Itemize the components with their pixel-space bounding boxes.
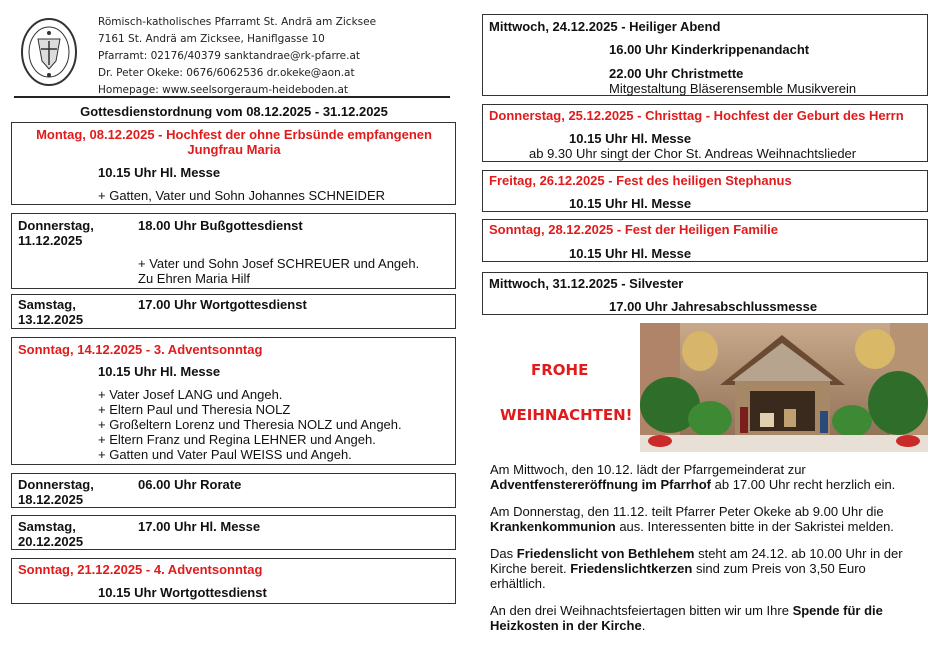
announcement-friedenslicht: Das Friedenslicht von Bethlehem steht am 24.12. ab 10.00 Uhr in der Kirche bereit. Friedenslichtkerzen sind zum Preis von 3,50 Euro erhältlich. bbox=[490, 546, 903, 591]
event-mass: 10.15 Uhr Hl. Messe bbox=[569, 131, 692, 146]
event-title: Sonntag, 21.12.2025 - 4. Adventsonntag bbox=[18, 562, 263, 577]
event-mass: 17.00 Uhr Wortgottesdienst bbox=[138, 297, 307, 312]
event-note: ab 9.30 Uhr singt der Chor St. Andreas Weihnachtslieder bbox=[529, 146, 857, 161]
event-note: Mitgestaltung Bläserensemble Musikverein bbox=[609, 81, 857, 96]
event-mass: 17.00 Uhr Jahresabschlussmesse bbox=[609, 299, 818, 314]
parish-seal-logo bbox=[20, 17, 78, 87]
event-mass: 06.00 Uhr Rorate bbox=[138, 477, 242, 492]
homepage-line: Homepage: www.seelsorgeraum-heideboden.at bbox=[98, 84, 349, 96]
event-thu-2512 bbox=[482, 104, 928, 162]
event-mass: 17.00 Uhr Hl. Messe bbox=[138, 519, 261, 534]
event-title: Montag, 08.12.2025 - Hochfest der ohne Erbsünde empfangenen bbox=[36, 127, 432, 142]
event-mass: 22.00 Uhr Christmette bbox=[609, 66, 744, 81]
event-mass: 16.00 Uhr Kinderkrippenandacht bbox=[609, 42, 810, 57]
intention-item: + Eltern Paul und Theresia NOLZ bbox=[98, 402, 291, 417]
event-title: Donnerstag, 25.12.2025 - Christtag - Hochfest der Geburt des Herrn bbox=[489, 108, 904, 123]
event-title: Sonntag, 14.12.2025 - 3. Adventsonntag bbox=[18, 342, 263, 357]
intention-item: + Vater Josef LANG und Angeh. bbox=[98, 387, 283, 402]
parish-address: 7161 St. Andrä am Zicksee, Haniflgasse 10 bbox=[98, 33, 325, 45]
intention-item: + Gatten und Vater Paul WEISS und Angeh. bbox=[98, 447, 352, 462]
event-mon-0812 bbox=[11, 122, 456, 205]
event-date: 20.12.2025 bbox=[18, 534, 84, 549]
event-date: 11.12.2025 bbox=[18, 233, 83, 248]
event-sun-2812 bbox=[482, 219, 928, 262]
schedule-title: Gottesdienstordnung vom 08.12.2025 - 31.12.2025 bbox=[80, 104, 388, 119]
announcement-spende: An den drei Weihnachtsfeiertagen bitten wir um Ihre Spende für die Heizkosten in der Kirche. bbox=[490, 603, 883, 633]
parish-phone-email: Pfarramt: 02176/40379 sanktandrae@rk-pfarre.at bbox=[98, 50, 361, 62]
event-mass: 10.15 Uhr Hl. Messe bbox=[569, 196, 692, 211]
event-title: Freitag, 26.12.2025 - Fest des heiligen Stephanus bbox=[489, 173, 792, 188]
event-title: Sonntag, 28.12.2025 - Fest der Heiligen Familie bbox=[489, 222, 778, 237]
parish-name: Römisch-katholisches Pfarramt St. Andrä am Zicksee bbox=[98, 16, 377, 28]
event-mass: 18.00 Uhr Bußgottesdienst bbox=[138, 218, 303, 233]
announcement-adventfenster: Am Mittwoch, den 10.12. lädt der Pfarrgemeinderat zur Adventfenstereröffnung im Pfarrhof ab 17.00 Uhr recht herzlich ein. bbox=[490, 462, 896, 492]
event-fri-2612 bbox=[482, 170, 928, 212]
event-day: Donnerstag, bbox=[18, 218, 94, 233]
announcement-krankenkommunion: Am Donnerstag, den 11.12. teilt Pfarrer Peter Okeke ab 9.00 Uhr die Krankenkommunion aus. Interessenten bitte in der Sakristei melden. bbox=[490, 504, 894, 534]
event-thu-1812 bbox=[11, 473, 456, 508]
event-wed-2412 bbox=[482, 14, 928, 96]
event-date: 13.12.2025 bbox=[18, 312, 84, 327]
priest-contact: Dr. Peter Okeke: 0676/6062536 dr.okeke@aon.at bbox=[98, 67, 355, 79]
event-intention: + Gatten, Vater und Sohn Johannes SCHNEIDER bbox=[98, 188, 386, 203]
event-wed-3112 bbox=[482, 272, 928, 315]
event-mass: 10.15 Uhr Hl. Messe bbox=[98, 364, 221, 379]
parish-contact-block bbox=[98, 14, 376, 99]
event-sun-2112 bbox=[11, 558, 456, 604]
event-sun-1412 bbox=[11, 337, 456, 465]
event-day: Samstag, bbox=[18, 297, 76, 312]
event-title: Mittwoch, 31.12.2025 - Silvester bbox=[489, 276, 684, 291]
greeting-line-1: FROHE bbox=[531, 361, 589, 379]
intention-item: + Großeltern Lorenz und Theresia NOLZ und Angeh. bbox=[98, 417, 402, 432]
event-day: Samstag, bbox=[18, 519, 76, 534]
event-intention: Zu Ehren Maria Hilf bbox=[138, 271, 250, 286]
event-date: 18.12.2025 bbox=[18, 492, 84, 507]
event-day: Donnerstag, bbox=[18, 477, 94, 492]
event-sat-1312 bbox=[11, 294, 456, 329]
nativity-scene-photo bbox=[640, 323, 928, 452]
intentions-list bbox=[98, 387, 402, 462]
event-title: Mittwoch, 24.12.2025 - Heiliger Abend bbox=[489, 19, 721, 34]
event-intention: + Vater und Sohn Josef SCHREUER und Angeh. bbox=[138, 256, 420, 271]
event-sat-2012 bbox=[11, 515, 456, 550]
event-mass: 10.15 Uhr Hl. Messe bbox=[569, 246, 692, 261]
intention-item: + Eltern Franz und Regina LEHNER und Angeh. bbox=[98, 432, 376, 447]
event-thu-1112 bbox=[11, 213, 456, 289]
header-divider bbox=[14, 96, 450, 98]
greeting-line-2: WEIHNACHTEN! bbox=[500, 406, 633, 424]
event-mass: 10.15 Uhr Hl. Messe bbox=[98, 165, 221, 180]
event-title-cont: Jungfrau Maria bbox=[187, 142, 281, 157]
event-mass: 10.15 Uhr Wortgottesdienst bbox=[98, 585, 267, 600]
